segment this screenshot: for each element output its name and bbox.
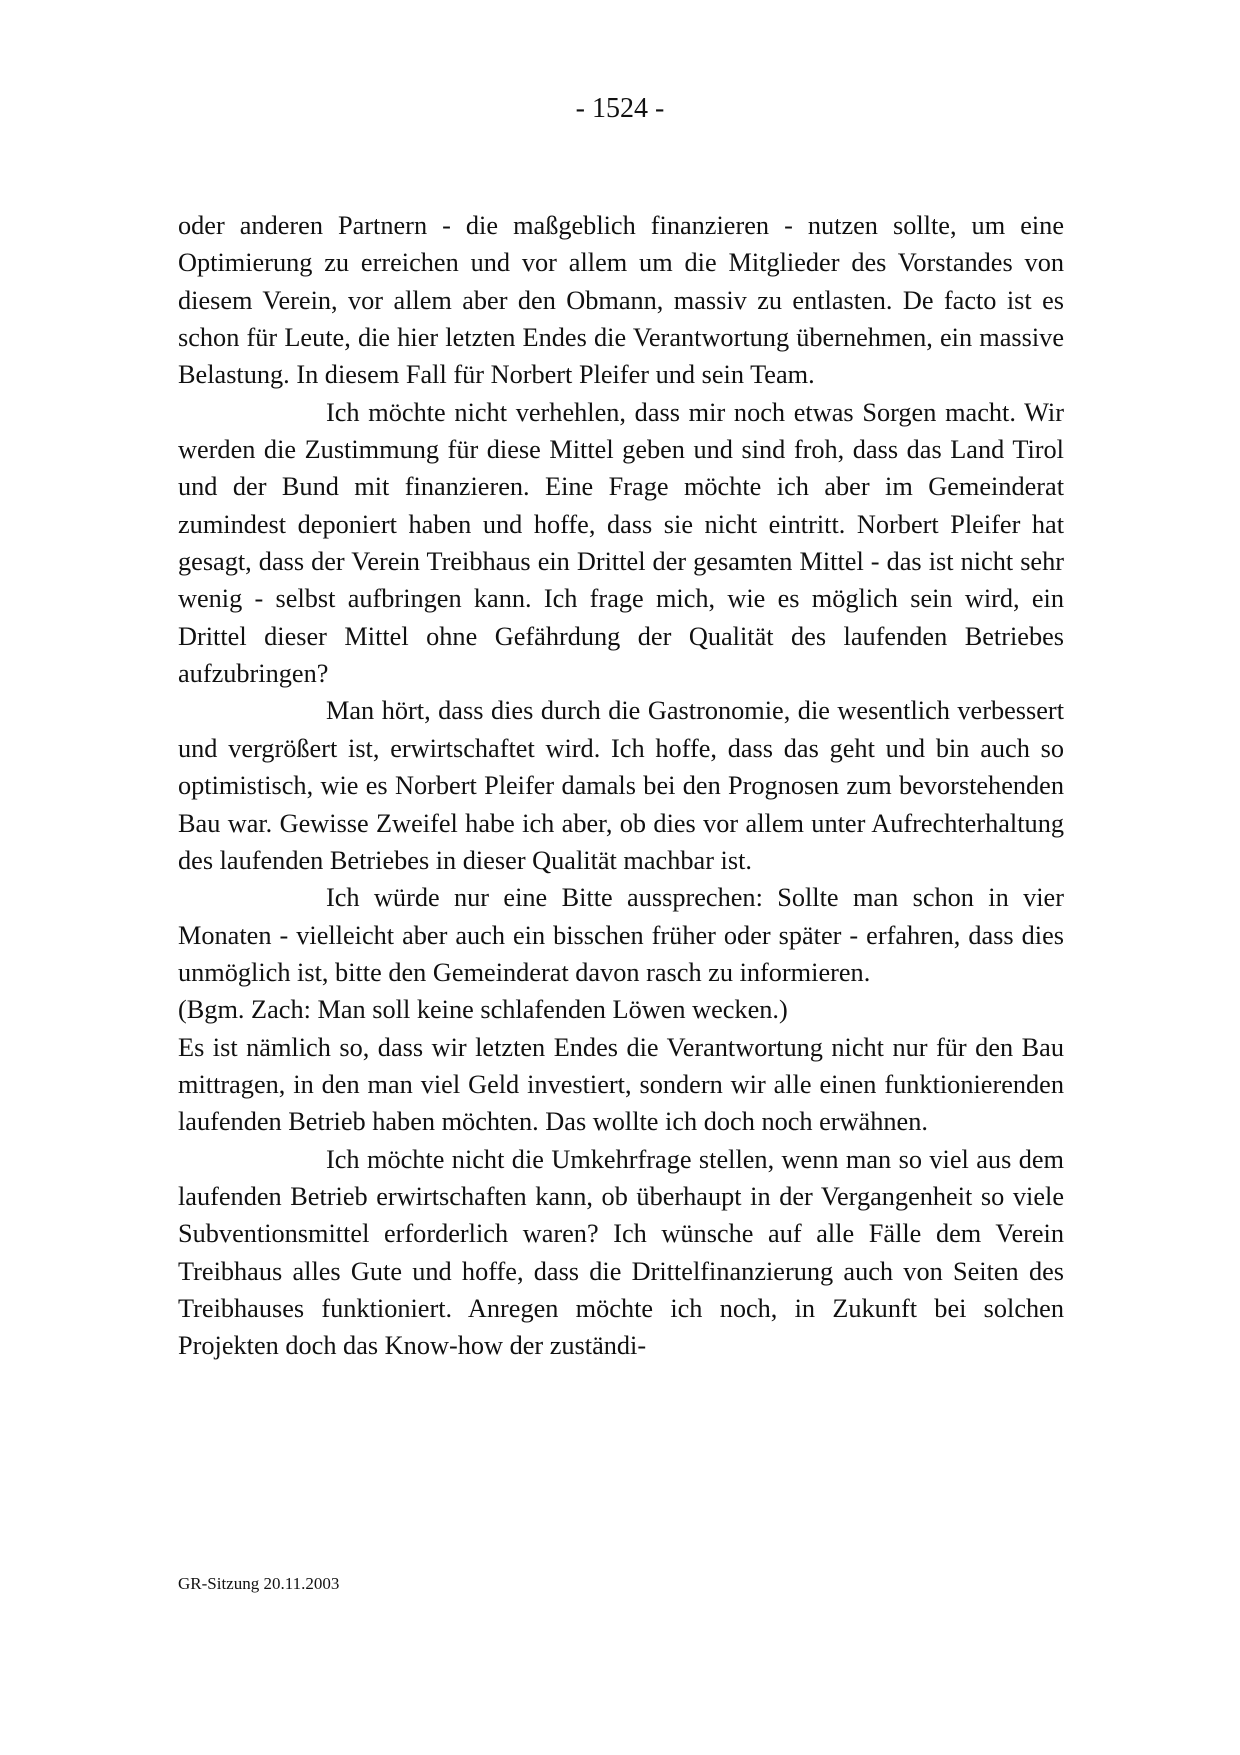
document-body [178,207,1064,1365]
interjection: (Bgm. Zach: Man soll keine schlafenden Löwen wecken.) [178,995,788,1025]
paragraph: Ich würde nur eine Bitte aussprechen: Sollte man schon in vier Monaten - vielleicht aber auch ein bisschen früher oder später - erfahren, dass dies unmöglich ist, bitte den Gemeinderat davon rasch zu informieren. [178,883,1064,987]
paragraph: Man hört, dass dies durch die Gastronomie, die wesentlich verbessert und vergrößert ist, erwirtschaftet wird. Ich hoffe, dass das geht und bin auch so optimistisch, wie es Norbert Pleifer damals bei den Prognosen zum bevorstehenden Bau war. Gewisse Zweifel habe ich aber, ob dies vor allem unter Aufrechterhaltung des laufenden Betriebes in dieser Qualität machbar ist. [178,696,1064,875]
paragraph: Es ist nämlich so, dass wir letzten Endes die Verantwortung nicht nur für den Bau mittragen, in den man viel Geld investiert, sondern wir alle einen funktionierenden laufenden Betrieb haben möchten. Das wollte ich doch noch erwähnen. [178,1032,1064,1137]
paragraph: Ich möchte nicht die Umkehrfrage stellen, wenn man so viel aus dem laufenden Betrieb erwirtschaften kann, ob überhaupt in der Vergangenheit so viele Subventionsmittel erforderlich waren? Ich wünsche auf alle Fälle dem Verein Treibhaus alles Gute und hoffe, dass die Drittelfinanzierung auch von Seiten des Treibhauses funktioniert. Anregen möchte ich noch, in Zukunft bei solchen Projekten doch das Know-how der zuständi- [178,1144,1064,1361]
page-number: - 1524 - [575,93,665,124]
footer-session-date: GR-Sitzung 20.11.2003 [178,1574,340,1593]
paragraph: oder anderen Partnern - die maßgeblich finanzieren - nutzen sollte, um eine Optimierung zu erreichen und vor allem um die Mitglieder des Vorstandes von diesem Verein, vor allem aber den Obmann, massiv zu entlasten. De facto ist es schon für Leute, die hier letzten Endes die Verantwortung übernehmen, ein massive Belastung. In diesem Fall für Norbert Pleifer und sein Team. [178,211,1064,390]
paragraph: Ich möchte nicht verhehlen, dass mir noch etwas Sorgen macht. Wir werden die Zustimmung für diese Mittel geben und sind froh, dass das Land Tirol und der Bund mit finanzieren. Eine Frage möchte ich aber im Gemeinderat zumindest deponiert haben und hoffe, dass sie nicht eintritt. Norbert Pleifer hat gesagt, dass der Verein Treibhaus ein Drittel der gesamten Mittel - das ist nicht sehr wenig - selbst aufbringen kann. Ich frage mich, wie es möglich sein wird, ein Drittel dieser Mittel ohne Gefährdung der Qualität des laufenden Betriebes aufzubringen? [178,397,1064,689]
